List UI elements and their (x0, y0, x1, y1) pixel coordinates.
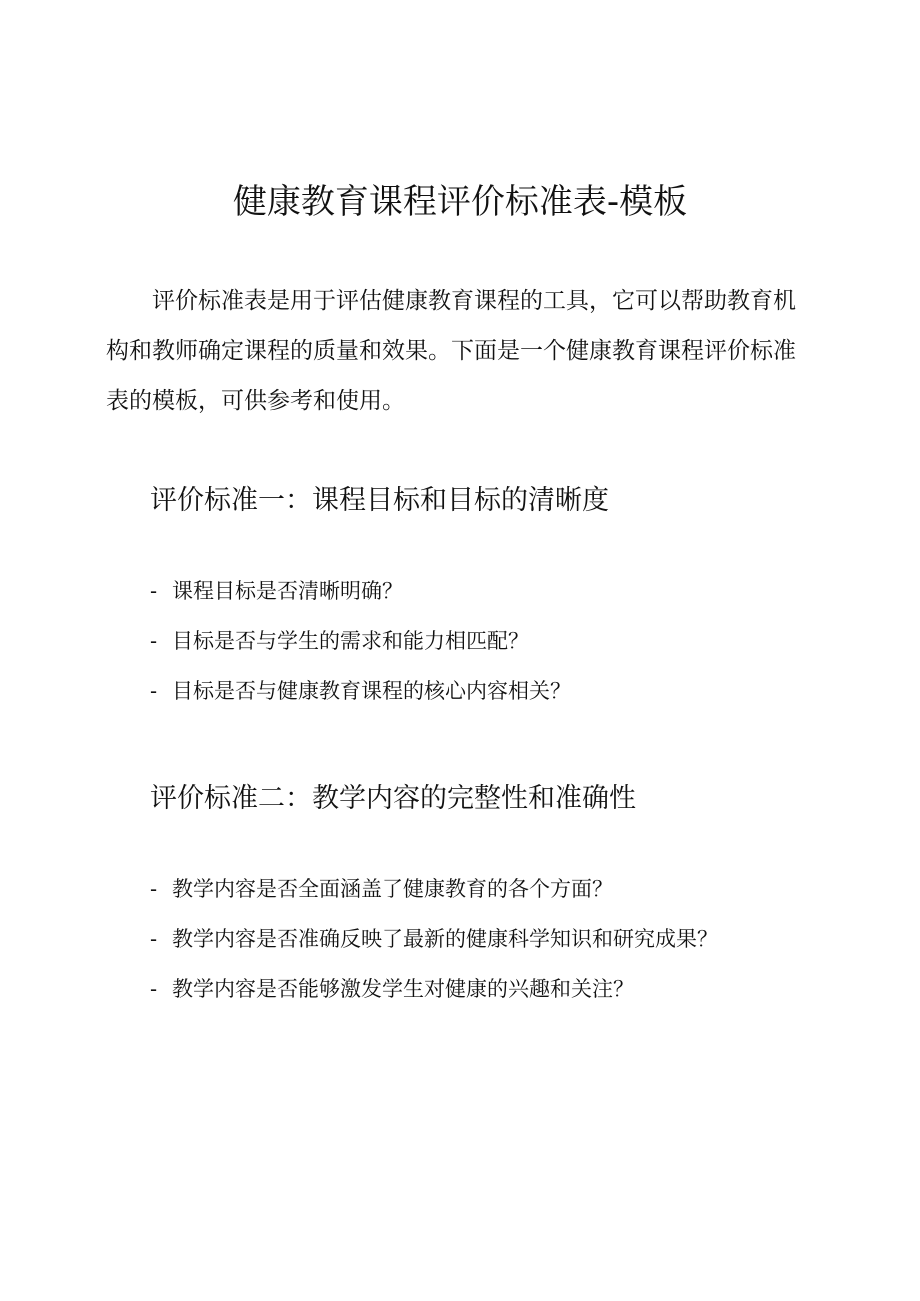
list-item-text: 课程目标是否清晰明确？ (172, 579, 403, 603)
criteria-section-2 (150, 776, 850, 1014)
bullet-dash: - (150, 977, 158, 1001)
criteria-list (150, 566, 850, 716)
bullet-dash: - (150, 579, 158, 603)
section-heading: 评价标准一：课程目标和目标的清晰度 (150, 485, 609, 516)
document-title: 健康教育课程评价标准表-模板 (232, 182, 688, 222)
intro-paragraph: 评价标准表是用于评估健康教育课程的工具，它可以帮助教育机构和教师确定课程的质量和效果。下面是一个健康教育课程评价标准表的模板，可供参考和使用。 (106, 288, 796, 414)
list-item (150, 914, 850, 964)
bullet-dash: - (150, 877, 158, 901)
list-item-text: 教学内容是否能够激发学生对健康的兴趣和关注？ (172, 977, 634, 1001)
list-item (150, 616, 850, 666)
list-item (150, 666, 850, 716)
list-item-text: 目标是否与学生的需求和能力相匹配？ (172, 629, 529, 653)
bullet-dash: - (150, 927, 158, 951)
criteria-section-1 (150, 478, 850, 716)
bullet-dash: - (150, 679, 158, 703)
list-item-text: 目标是否与健康教育课程的核心内容相关？ (172, 679, 571, 703)
section-heading: 评价标准二：教学内容的完整性和准确性 (150, 783, 636, 814)
list-item-text: 教学内容是否准确反映了最新的健康科学知识和研究成果？ (172, 927, 718, 951)
bullet-dash: - (150, 629, 158, 653)
list-item (150, 566, 850, 616)
criteria-list (150, 864, 850, 1014)
list-item-text: 教学内容是否全面涵盖了健康教育的各个方面？ (172, 877, 613, 901)
list-item (150, 864, 850, 914)
list-item (150, 964, 850, 1014)
